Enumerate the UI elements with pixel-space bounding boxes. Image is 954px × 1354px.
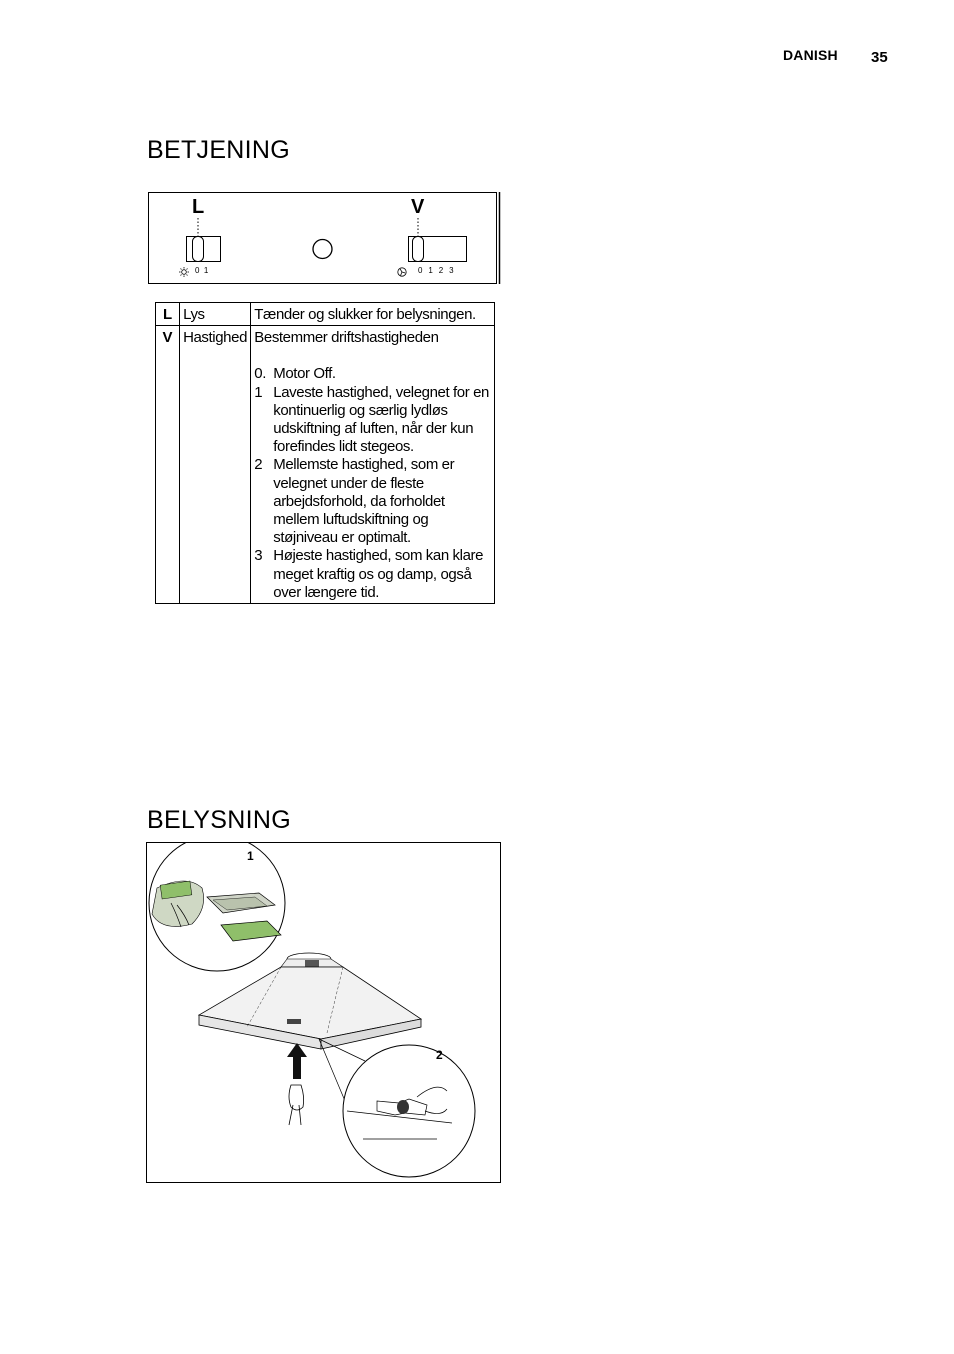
callout-1: 1	[247, 849, 254, 863]
row-key: L	[156, 303, 180, 326]
row-name: Hastighed	[183, 329, 248, 347]
row-key: V	[156, 326, 180, 604]
light-switch[interactable]	[187, 237, 221, 262]
table-row	[156, 303, 495, 326]
section-title-operation: BETJENING	[147, 136, 290, 164]
row-description: Bestemmer driftshastigheden	[254, 329, 439, 347]
light-bulb-icon	[179, 267, 189, 277]
section-title-lighting: BELYSNING	[147, 806, 291, 834]
list-item: 2 Mellemste hastighed, som er velegnet under de fleste arbejdsforhold, da forholdet mellem luftudskiftning og støjniveau er optimalt.	[254, 456, 455, 547]
list-item: 0. Motor Off.	[254, 365, 336, 383]
light-switch-label: L	[192, 196, 205, 218]
controls-table	[155, 302, 495, 604]
lighting-illustration	[146, 842, 501, 1183]
control-panel-diagram	[148, 192, 501, 284]
speed-switch-label: V	[411, 196, 425, 218]
page-number: 35	[871, 49, 888, 66]
speed-scale: 0 1 2 3	[418, 266, 455, 275]
header-language: DANISH	[783, 47, 838, 63]
callout-2: 2	[436, 1048, 443, 1062]
hood-drawing	[147, 843, 500, 1182]
row-name: Lys	[183, 306, 205, 323]
table-row	[156, 326, 495, 604]
row-description: Tænder og slukker for belysningen.	[254, 306, 476, 323]
speed-switch[interactable]	[409, 237, 467, 262]
list-item: 3 Højeste hastighed, som kan klare meget kraftig os og damp, også over længere tid.	[254, 547, 484, 601]
fan-icon	[398, 268, 406, 276]
light-scale: 0 1	[195, 266, 209, 275]
list-item: 1 Laveste hastighed, velegnet for en kontinuerlig og særlig lydløs udskiftning af luften, når der kun forefindes lidt stegeos.	[254, 383, 489, 456]
indicator-lamp	[313, 240, 332, 259]
